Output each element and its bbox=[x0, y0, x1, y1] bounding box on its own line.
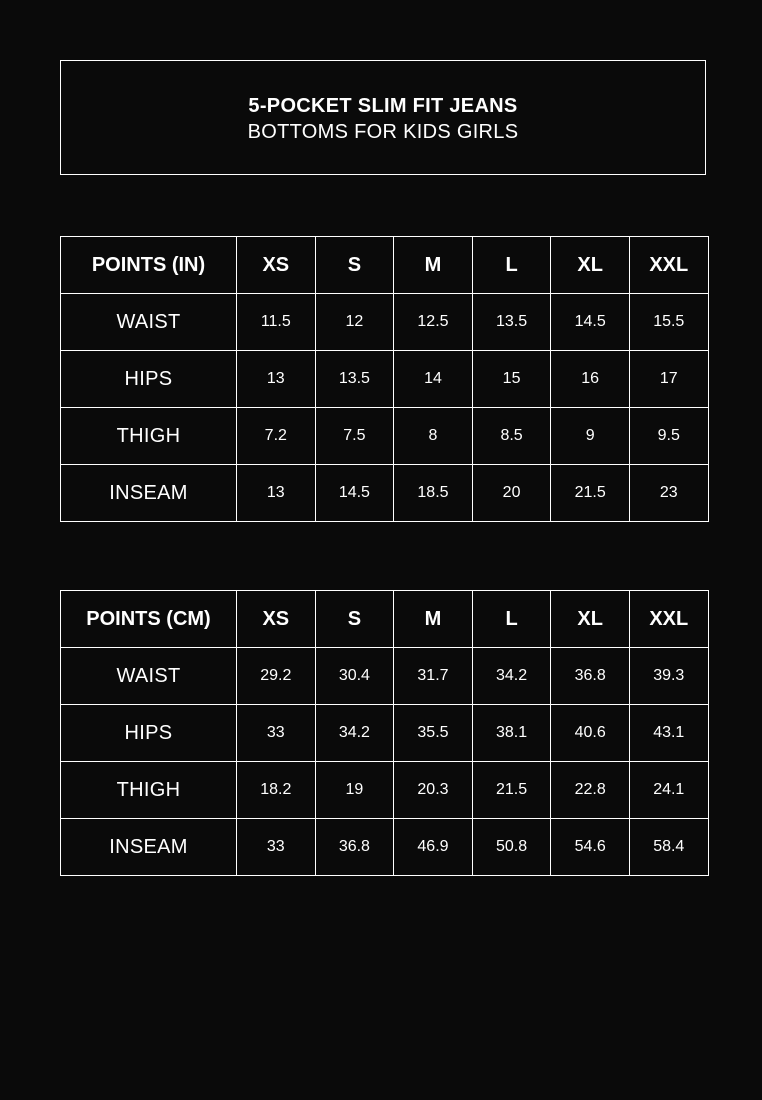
product-title: 5-POCKET SLIM FIT JEANS bbox=[248, 94, 518, 117]
table-cell: 33 bbox=[237, 819, 316, 876]
table-cell: 18.2 bbox=[237, 762, 316, 819]
table-cell: 12.5 bbox=[394, 294, 473, 351]
table-cell: 21.5 bbox=[472, 762, 551, 819]
table-cell: 19 bbox=[315, 762, 394, 819]
table-cell: 35.5 bbox=[394, 705, 473, 762]
table-cell: 50.8 bbox=[472, 819, 551, 876]
table-cell: 31.7 bbox=[394, 648, 473, 705]
table-cell: 16 bbox=[551, 351, 630, 408]
table-cell: 21.5 bbox=[551, 465, 630, 522]
size-table-centimeters bbox=[60, 590, 709, 876]
table-row bbox=[61, 762, 709, 819]
row-label: WAIST bbox=[61, 294, 237, 351]
title-box bbox=[60, 60, 706, 175]
table-cell: 14.5 bbox=[315, 465, 394, 522]
table-row bbox=[61, 819, 709, 876]
table-cell: 20.3 bbox=[394, 762, 473, 819]
product-subtitle: BOTTOMS FOR KIDS GIRLS bbox=[247, 120, 519, 143]
table-cell: 38.1 bbox=[472, 705, 551, 762]
header-points: POINTS (IN) bbox=[61, 237, 237, 294]
table-row bbox=[61, 351, 709, 408]
table-cell: 34.2 bbox=[315, 705, 394, 762]
table-cell: 20 bbox=[472, 465, 551, 522]
table-cell: 13 bbox=[237, 465, 316, 522]
table-cell: 15 bbox=[472, 351, 551, 408]
table-cell: 9.5 bbox=[629, 408, 708, 465]
table-header-row bbox=[61, 591, 709, 648]
header-size: XL bbox=[551, 591, 630, 648]
table-cell: 7.5 bbox=[315, 408, 394, 465]
row-label: INSEAM bbox=[61, 819, 237, 876]
table-cell: 14 bbox=[394, 351, 473, 408]
table-row bbox=[61, 465, 709, 522]
table-cell: 17 bbox=[629, 351, 708, 408]
table-cell: 22.8 bbox=[551, 762, 630, 819]
table-cell: 36.8 bbox=[315, 819, 394, 876]
table-cell: 30.4 bbox=[315, 648, 394, 705]
header-size: XL bbox=[551, 237, 630, 294]
row-label: THIGH bbox=[61, 408, 237, 465]
table-cell: 34.2 bbox=[472, 648, 551, 705]
table-cell: 13.5 bbox=[315, 351, 394, 408]
table-row bbox=[61, 648, 709, 705]
header-size: XXL bbox=[629, 237, 708, 294]
table-row bbox=[61, 408, 709, 465]
table-cell: 8 bbox=[394, 408, 473, 465]
table-cell: 40.6 bbox=[551, 705, 630, 762]
table-cell: 36.8 bbox=[551, 648, 630, 705]
row-label: WAIST bbox=[61, 648, 237, 705]
header-size: XS bbox=[237, 237, 316, 294]
table-cell: 46.9 bbox=[394, 819, 473, 876]
table-cell: 18.5 bbox=[394, 465, 473, 522]
size-table-inches bbox=[60, 236, 709, 522]
header-size: L bbox=[472, 237, 551, 294]
row-label: INSEAM bbox=[61, 465, 237, 522]
table-cell: 7.2 bbox=[237, 408, 316, 465]
row-label: THIGH bbox=[61, 762, 237, 819]
table-row bbox=[61, 294, 709, 351]
header-size: S bbox=[315, 591, 394, 648]
table-cell: 11.5 bbox=[237, 294, 316, 351]
table-cell: 23 bbox=[629, 465, 708, 522]
header-size: S bbox=[315, 237, 394, 294]
header-size: XS bbox=[237, 591, 316, 648]
header-size: M bbox=[394, 591, 473, 648]
header-size: L bbox=[472, 591, 551, 648]
table-cell: 39.3 bbox=[629, 648, 708, 705]
row-label: HIPS bbox=[61, 351, 237, 408]
table-row bbox=[61, 705, 709, 762]
table-cell: 24.1 bbox=[629, 762, 708, 819]
table-cell: 29.2 bbox=[237, 648, 316, 705]
table-cell: 13 bbox=[237, 351, 316, 408]
table-cell: 9 bbox=[551, 408, 630, 465]
header-points: POINTS (CM) bbox=[61, 591, 237, 648]
row-label: HIPS bbox=[61, 705, 237, 762]
table-cell: 58.4 bbox=[629, 819, 708, 876]
table-cell: 13.5 bbox=[472, 294, 551, 351]
table-cell: 15.5 bbox=[629, 294, 708, 351]
table-cell: 14.5 bbox=[551, 294, 630, 351]
table-cell: 33 bbox=[237, 705, 316, 762]
table-cell: 12 bbox=[315, 294, 394, 351]
table-cell: 8.5 bbox=[472, 408, 551, 465]
table-cell: 54.6 bbox=[551, 819, 630, 876]
header-size: XXL bbox=[629, 591, 708, 648]
table-cell: 43.1 bbox=[629, 705, 708, 762]
header-size: M bbox=[394, 237, 473, 294]
table-header-row bbox=[61, 237, 709, 294]
